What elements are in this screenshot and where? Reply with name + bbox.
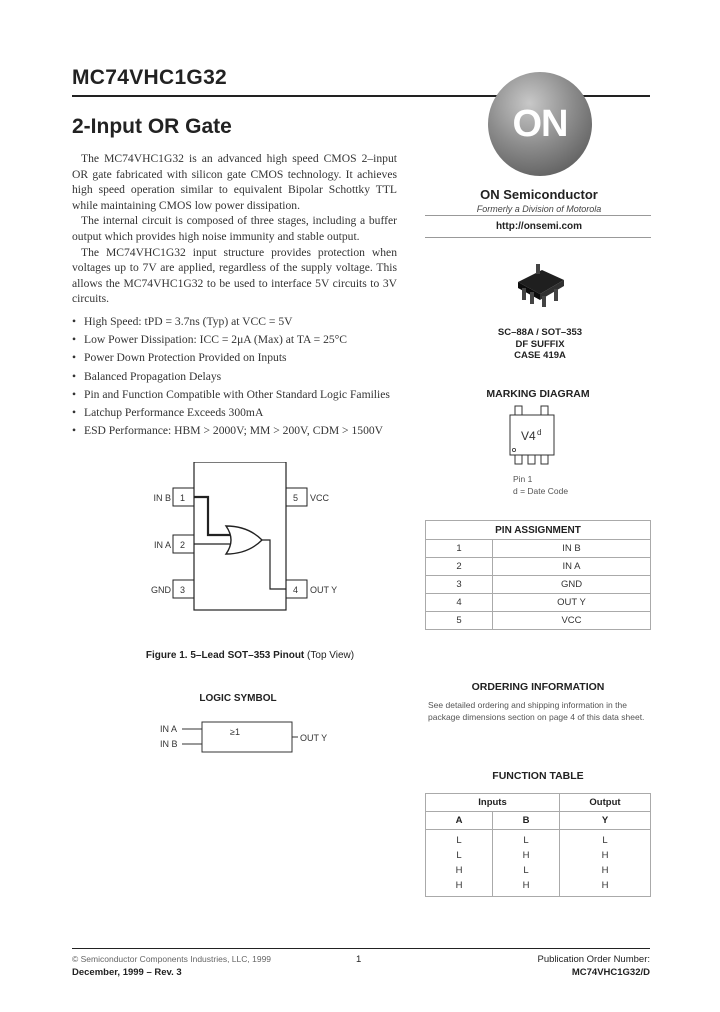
part-number: MC74VHC1G32 [72,66,228,89]
figure-caption [72,650,428,661]
cell: H [455,880,463,891]
ordering-text: See detailed ordering and shipping information in the package dimensions section on page 4 of this data sheet. [428,700,645,722]
pin-number: 4 [293,585,299,595]
cell: L [523,835,529,846]
or-gate-icon [226,526,262,554]
inputs-header: Inputs [426,794,560,812]
marking-lead [541,406,548,415]
marking-lead [528,455,535,464]
caption-bold: Figure 1. 5–Lead SOT–353 Pinout [145,650,305,661]
marking-title: MARKING DIAGRAM [486,388,590,400]
feature-item: • Pin and Function Compatible with Other Standard Logic Families [72,386,402,404]
pin-name: VCC [493,612,651,630]
caption-rest: (Top View) [307,650,355,661]
logic-symbol-title: LOGIC SYMBOL [199,693,277,704]
package-info [460,327,620,362]
package-lead [554,289,558,301]
logic-symbol [158,718,338,758]
intro-text [72,151,397,307]
brand-divider [425,237,651,238]
marking-lead [541,455,548,464]
logo-text: ON [512,102,568,145]
feature-item: • High Speed: tPD = 3.7ns (Typ) at VCC = 5V [72,313,402,331]
logic-input-a: IN A [160,724,178,734]
pin1-dot [512,448,515,451]
cell: H [601,865,609,876]
publication-label: Publication Order Number: [537,954,650,965]
table-row [426,830,651,897]
table-row [426,612,651,630]
package-lead [542,296,546,307]
pin-label: IN B [153,493,171,503]
cell: H [601,850,609,861]
pin-label: GND [151,585,171,595]
on-semi-logo [488,72,592,176]
pinout-diagram [150,462,360,612]
logic-output: OUT Y [300,733,328,743]
cell: L [456,835,462,846]
pin-name: IN B [493,540,651,558]
footer-rule [72,948,650,949]
feature-item: • Latchup Performance Exceeds 300mA [72,404,402,422]
pin-number: 5 [293,493,299,503]
cell: H [522,850,530,861]
wire-in-b [194,497,230,535]
ordering-title: ORDERING INFORMATION [471,681,605,693]
cell: H [522,880,530,891]
website-link[interactable]: http://onsemi.com [495,221,583,232]
marking-lead [515,406,522,415]
package-line: CASE 419A [514,350,566,361]
pin-table-title: PIN ASSIGNMENT [426,521,651,540]
pin-label: IN A [153,540,171,550]
marking-lead [515,455,522,464]
package-lead [530,292,534,304]
intro-paragraph: The MC74VHC1G32 is an advanced high speed CMOS 2–input OR gate fabricated with silicon gate CMOS technology. It achieves high speed operation similar to equivalent Bipolar Schottky TTL while maintaining CMOS low power dissipation. [72,152,397,212]
table-row [426,576,651,594]
col-y-header: Y [560,812,651,830]
pin-number: 5 [426,612,493,630]
marking-diagram [505,404,565,470]
pin-number: 3 [180,585,186,595]
function-table-title: FUNCTION TABLE [492,770,584,782]
cell: H [601,880,609,891]
col-a-header: A [426,812,493,830]
logic-gate-box [202,722,292,752]
date-code-note: d = Date Code [513,486,569,496]
logic-input-b: IN B [160,739,178,749]
document-title: 2-Input OR Gate [72,115,232,138]
marking-code: V4 [521,429,536,443]
cell: H [455,865,463,876]
pin-assignment-table [425,520,651,630]
package-lead [522,288,526,300]
date-revision: December, 1999 – Rev. 3 [72,967,182,978]
pin-name: GND [493,576,651,594]
pin-name: OUT Y [493,594,651,612]
cell: L [456,850,462,861]
function-table [425,793,651,897]
feature-list [72,313,402,440]
table-row [426,558,651,576]
table-row [426,594,651,612]
pin1-label: Pin 1 [513,474,533,484]
wire-out [262,540,286,589]
pin-label: VCC [310,493,330,503]
pin-number: 4 [426,594,493,612]
logic-gate-label: ≥1 [230,727,240,737]
table-row [426,540,651,558]
package-line: SC–88A / SOT–353 [497,327,583,338]
feature-item: • ESD Performance: HBM > 2000V; MM > 200V, CDM > 1500V [72,422,402,440]
cell: L [523,865,529,876]
brand-divider [425,215,651,216]
pin-number: 3 [426,576,493,594]
intro-paragraph: The internal circuit is composed of three stages, including a buffer output which provides high noise immunity and stable output. [72,214,397,243]
pin-number: 1 [426,540,493,558]
package-lead [536,264,540,274]
copyright: © Semiconductor Components Industries, LLC, 1999 [72,954,272,964]
package-image [512,262,568,310]
publication-number: MC74VHC1G32/D [571,967,650,978]
pin-number: 1 [180,493,186,503]
table-row [426,812,651,830]
company-name: ON Semiconductor [480,187,598,202]
col-y-values [560,830,651,897]
feature-item: • Power Down Protection Provided on Inputs [72,349,402,367]
table-row [426,794,651,812]
page-number: 1 [356,954,362,965]
pin-number: 2 [180,540,186,550]
feature-item: • Low Power Dissipation: ICC = 2μA (Max) at TA = 25°C [72,331,402,349]
col-a-values [426,830,493,897]
col-b-values [493,830,560,897]
pin-name: IN A [493,558,651,576]
company-subtitle: Formerly a Division of Motorola [476,204,602,214]
pin-number: 2 [426,558,493,576]
package-line: DF SUFFIX [515,338,565,350]
feature-item: • Balanced Propagation Delays [72,368,402,386]
output-header: Output [560,794,651,812]
intro-paragraph: The MC74VHC1G32 input structure provides protection when voltages up to 7V are applied, regardless of the supply voltage. This allows the MC74VHC1G32 to be used to interface 5V circuits to 3V circuits. [72,245,397,306]
col-b-header: B [493,812,560,830]
marking-date-symbol: d [537,428,542,437]
cell: L [602,835,608,846]
pin-label: OUT Y [310,585,338,595]
